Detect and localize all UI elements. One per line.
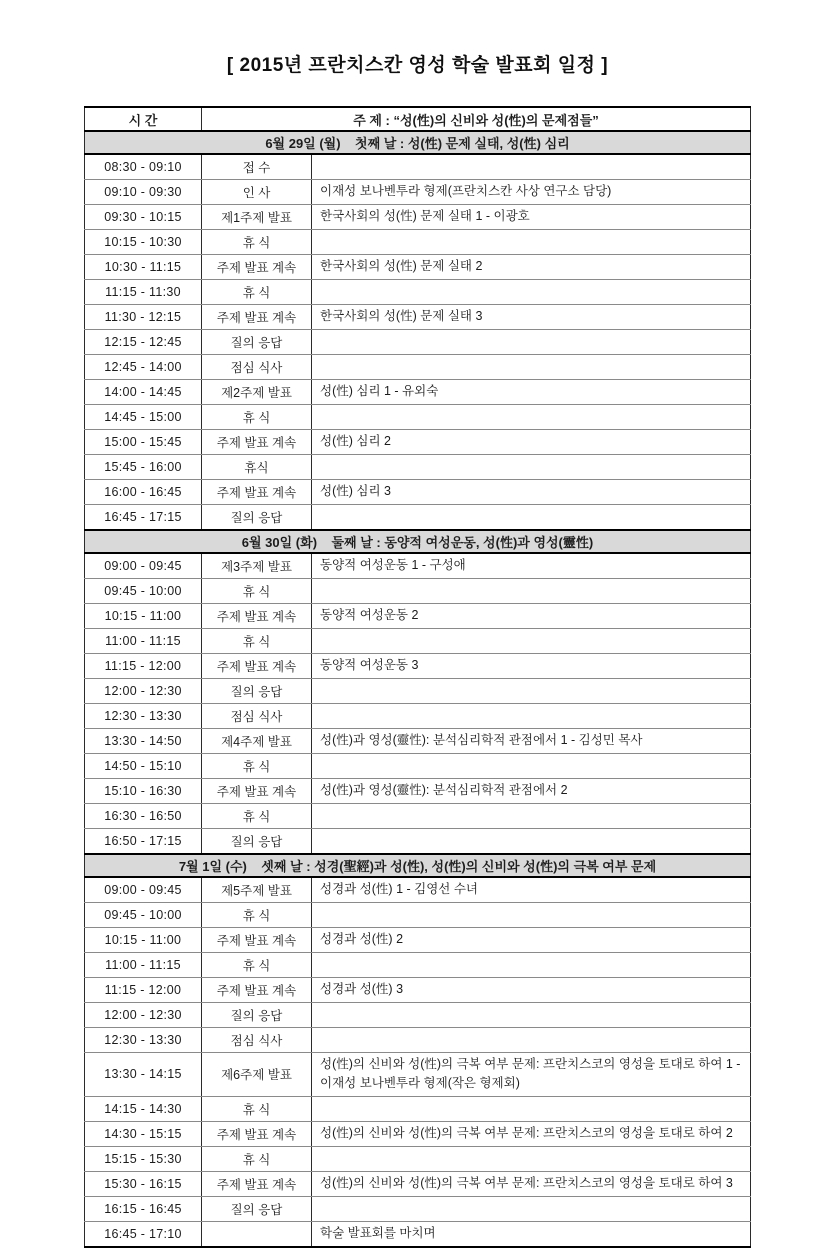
content-cell [312,1196,751,1221]
time-cell: 12:00 - 12:30 [85,679,202,704]
section-header-label: 7월 1일 (수) 셋째 날 : 성경(聖經)과 성(性), 성(性)의 신비와 성(性)의 극복 여부 문제 [85,854,751,877]
content-cell: 동양적 여성운동 3 [312,654,751,679]
activity-cell: 주제 발표 계속 [202,1171,312,1196]
activity-cell: 점심 식사 [202,355,312,380]
table-row [85,804,751,829]
content-cell: 성경과 성(性) 1 - 김영선 수녀 [312,877,751,903]
activity-cell [202,1221,312,1247]
activity-cell: 휴 식 [202,1096,312,1121]
activity-cell: 제1주제 발표 [202,205,312,230]
activity-cell: 점심 식사 [202,704,312,729]
time-cell: 11:15 - 12:00 [85,978,202,1003]
content-cell: 성(性) 심리 1 - 유외숙 [312,380,751,405]
table-row [85,1171,751,1196]
table-row [85,280,751,305]
activity-cell: 접 수 [202,154,312,180]
table-row [85,1096,751,1121]
time-cell: 16:45 - 17:10 [85,1221,202,1247]
table-row [85,704,751,729]
content-cell [312,829,751,855]
content-cell: 동양적 여성운동 1 - 구성애 [312,553,751,579]
table-row [85,330,751,355]
table-row [85,654,751,679]
table-row [85,779,751,804]
table-row [85,1121,751,1146]
content-cell: 동양적 여성운동 2 [312,604,751,629]
table-row [85,604,751,629]
time-cell: 10:15 - 11:00 [85,928,202,953]
table-row [85,305,751,330]
content-cell [312,280,751,305]
content-cell [312,154,751,180]
activity-cell: 질의 응답 [202,505,312,531]
table-row [85,1053,751,1097]
table-row [85,1003,751,1028]
activity-cell: 휴식 [202,455,312,480]
table-row [85,679,751,704]
activity-cell: 주제 발표 계속 [202,255,312,280]
content-cell [312,629,751,654]
activity-cell: 제4주제 발표 [202,729,312,754]
content-cell: 성(性)과 영성(靈性): 분석심리학적 관점에서 1 - 김성민 목사 [312,729,751,754]
content-cell [312,330,751,355]
page-title: [ 2015년 프란치스칸 영성 학술 발표회 일정 ] [226,55,609,76]
table-row [85,553,751,579]
activity-cell: 주제 발표 계속 [202,779,312,804]
time-cell: 14:30 - 15:15 [85,1121,202,1146]
table-row [85,230,751,255]
activity-cell: 제2주제 발표 [202,380,312,405]
time-cell: 09:10 - 09:30 [85,180,202,205]
table-row [85,978,751,1003]
activity-cell: 점심 식사 [202,1028,312,1053]
subject-column-header: 주 제 : “성(性)의 신비와 성(性)의 문제점들” [202,107,751,131]
time-cell: 15:00 - 15:45 [85,430,202,455]
time-cell: 11:15 - 11:30 [85,280,202,305]
activity-cell: 제3주제 발표 [202,553,312,579]
activity-cell: 주제 발표 계속 [202,305,312,330]
time-cell: 15:30 - 16:15 [85,1171,202,1196]
table-row [85,1196,751,1221]
content-cell: 성경과 성(性) 3 [312,978,751,1003]
time-cell: 12:30 - 13:30 [85,704,202,729]
time-column-header: 시 간 [85,107,202,131]
table-row [85,903,751,928]
content-cell [312,355,751,380]
table-row [85,405,751,430]
content-cell [312,754,751,779]
time-cell: 13:30 - 14:15 [85,1053,202,1097]
table-row [85,205,751,230]
activity-cell: 휴 식 [202,804,312,829]
time-cell: 13:30 - 14:50 [85,729,202,754]
schedule-table [84,106,751,1248]
activity-cell: 인 사 [202,180,312,205]
section-header-row [85,131,751,154]
content-cell [312,1003,751,1028]
table-row [85,928,751,953]
activity-cell: 휴 식 [202,629,312,654]
table-row [85,953,751,978]
content-cell: 성경과 성(性) 2 [312,928,751,953]
time-cell: 14:15 - 14:30 [85,1096,202,1121]
table-row [85,380,751,405]
time-cell: 14:50 - 15:10 [85,754,202,779]
time-cell: 08:30 - 09:10 [85,154,202,180]
activity-cell: 질의 응답 [202,330,312,355]
activity-cell: 휴 식 [202,405,312,430]
section-header-row [85,530,751,553]
content-cell: 이재성 보나벤투라 형제(프란치스칸 사상 연구소 담당) [312,180,751,205]
activity-cell: 제6주제 발표 [202,1053,312,1097]
activity-cell: 휴 식 [202,280,312,305]
content-cell: 학술 발표회를 마치며 [312,1221,751,1247]
content-cell: 성(性) 심리 2 [312,430,751,455]
table-row [85,1146,751,1171]
table-row [85,877,751,903]
table-row [85,579,751,604]
content-cell [312,704,751,729]
activity-cell: 주제 발표 계속 [202,604,312,629]
content-cell [312,455,751,480]
content-cell: 성(性) 심리 3 [312,480,751,505]
time-cell: 09:45 - 10:00 [85,903,202,928]
table-header-row [85,107,751,131]
content-cell [312,1096,751,1121]
content-cell [312,579,751,604]
content-cell [312,953,751,978]
content-cell: 성(性)의 신비와 성(性)의 극복 여부 문제: 프란치스코의 영성을 토대로 하여 3 [312,1171,751,1196]
content-cell: 성(性)의 신비와 성(性)의 극복 여부 문제: 프란치스코의 영성을 토대로 하여 1 - 이재성 보나벤투라 형제(작은 형제회) [312,1053,751,1097]
activity-cell: 주제 발표 계속 [202,480,312,505]
table-row [85,729,751,754]
table-row [85,255,751,280]
time-cell: 15:45 - 16:00 [85,455,202,480]
content-cell [312,1146,751,1171]
table-row [85,629,751,654]
activity-cell: 질의 응답 [202,1003,312,1028]
table-row [85,430,751,455]
activity-cell: 휴 식 [202,230,312,255]
table-row [85,1221,751,1247]
table-row [85,1028,751,1053]
time-cell: 12:30 - 13:30 [85,1028,202,1053]
activity-cell: 제5주제 발표 [202,877,312,903]
table-row [85,355,751,380]
content-cell: 성(性)과 영성(靈性): 분석심리학적 관점에서 2 [312,779,751,804]
time-cell: 10:15 - 10:30 [85,230,202,255]
section-header-row [85,854,751,877]
table-row [85,505,751,531]
time-cell: 12:15 - 12:45 [85,330,202,355]
activity-cell: 질의 응답 [202,829,312,855]
time-cell: 16:45 - 17:15 [85,505,202,531]
section-header-label: 6월 30일 (화) 둘째 날 : 동양적 여성운동, 성(性)과 영성(靈性) [85,530,751,553]
time-cell: 15:10 - 16:30 [85,779,202,804]
time-cell: 09:00 - 09:45 [85,553,202,579]
table-row [85,154,751,180]
activity-cell: 주제 발표 계속 [202,1121,312,1146]
table-row [85,480,751,505]
time-cell: 10:15 - 11:00 [85,604,202,629]
table-row [85,180,751,205]
time-cell: 16:15 - 16:45 [85,1196,202,1221]
time-cell: 12:00 - 12:30 [85,1003,202,1028]
time-cell: 10:30 - 11:15 [85,255,202,280]
content-cell [312,804,751,829]
time-cell: 16:00 - 16:45 [85,480,202,505]
time-cell: 15:15 - 15:30 [85,1146,202,1171]
activity-cell: 주제 발표 계속 [202,978,312,1003]
activity-cell: 주제 발표 계속 [202,654,312,679]
time-cell: 16:50 - 17:15 [85,829,202,855]
schedule-table-body [85,131,751,1247]
table-row [85,455,751,480]
time-cell: 09:30 - 10:15 [85,205,202,230]
time-cell: 11:00 - 11:15 [85,953,202,978]
time-cell: 11:00 - 11:15 [85,629,202,654]
activity-cell: 휴 식 [202,903,312,928]
section-header-label: 6월 29일 (월) 첫째 날 : 성(性) 문제 실태, 성(性) 심리 [85,131,751,154]
table-row [85,829,751,855]
time-cell: 11:30 - 12:15 [85,305,202,330]
activity-cell: 주제 발표 계속 [202,430,312,455]
activity-cell: 휴 식 [202,579,312,604]
content-cell: 한국사회의 성(性) 문제 실태 2 [312,255,751,280]
activity-cell: 휴 식 [202,754,312,779]
activity-cell: 주제 발표 계속 [202,928,312,953]
content-cell: 한국사회의 성(性) 문제 실태 3 [312,305,751,330]
time-cell: 11:15 - 12:00 [85,654,202,679]
activity-cell: 질의 응답 [202,1196,312,1221]
content-cell [312,505,751,531]
content-cell [312,679,751,704]
time-cell: 16:30 - 16:50 [85,804,202,829]
time-cell: 09:00 - 09:45 [85,877,202,903]
activity-cell: 질의 응답 [202,679,312,704]
activity-cell: 휴 식 [202,953,312,978]
time-cell: 14:00 - 14:45 [85,380,202,405]
activity-cell: 휴 식 [202,1146,312,1171]
content-cell [312,903,751,928]
content-cell [312,405,751,430]
time-cell: 09:45 - 10:00 [85,579,202,604]
time-cell: 12:45 - 14:00 [85,355,202,380]
content-cell: 한국사회의 성(性) 문제 실태 1 - 이광호 [312,205,751,230]
table-row [85,754,751,779]
content-cell: 성(性)의 신비와 성(性)의 극복 여부 문제: 프란치스코의 영성을 토대로 하여 2 [312,1121,751,1146]
time-cell: 14:45 - 15:00 [85,405,202,430]
schedule-table-container [84,106,751,1248]
content-cell [312,1028,751,1053]
content-cell [312,230,751,255]
